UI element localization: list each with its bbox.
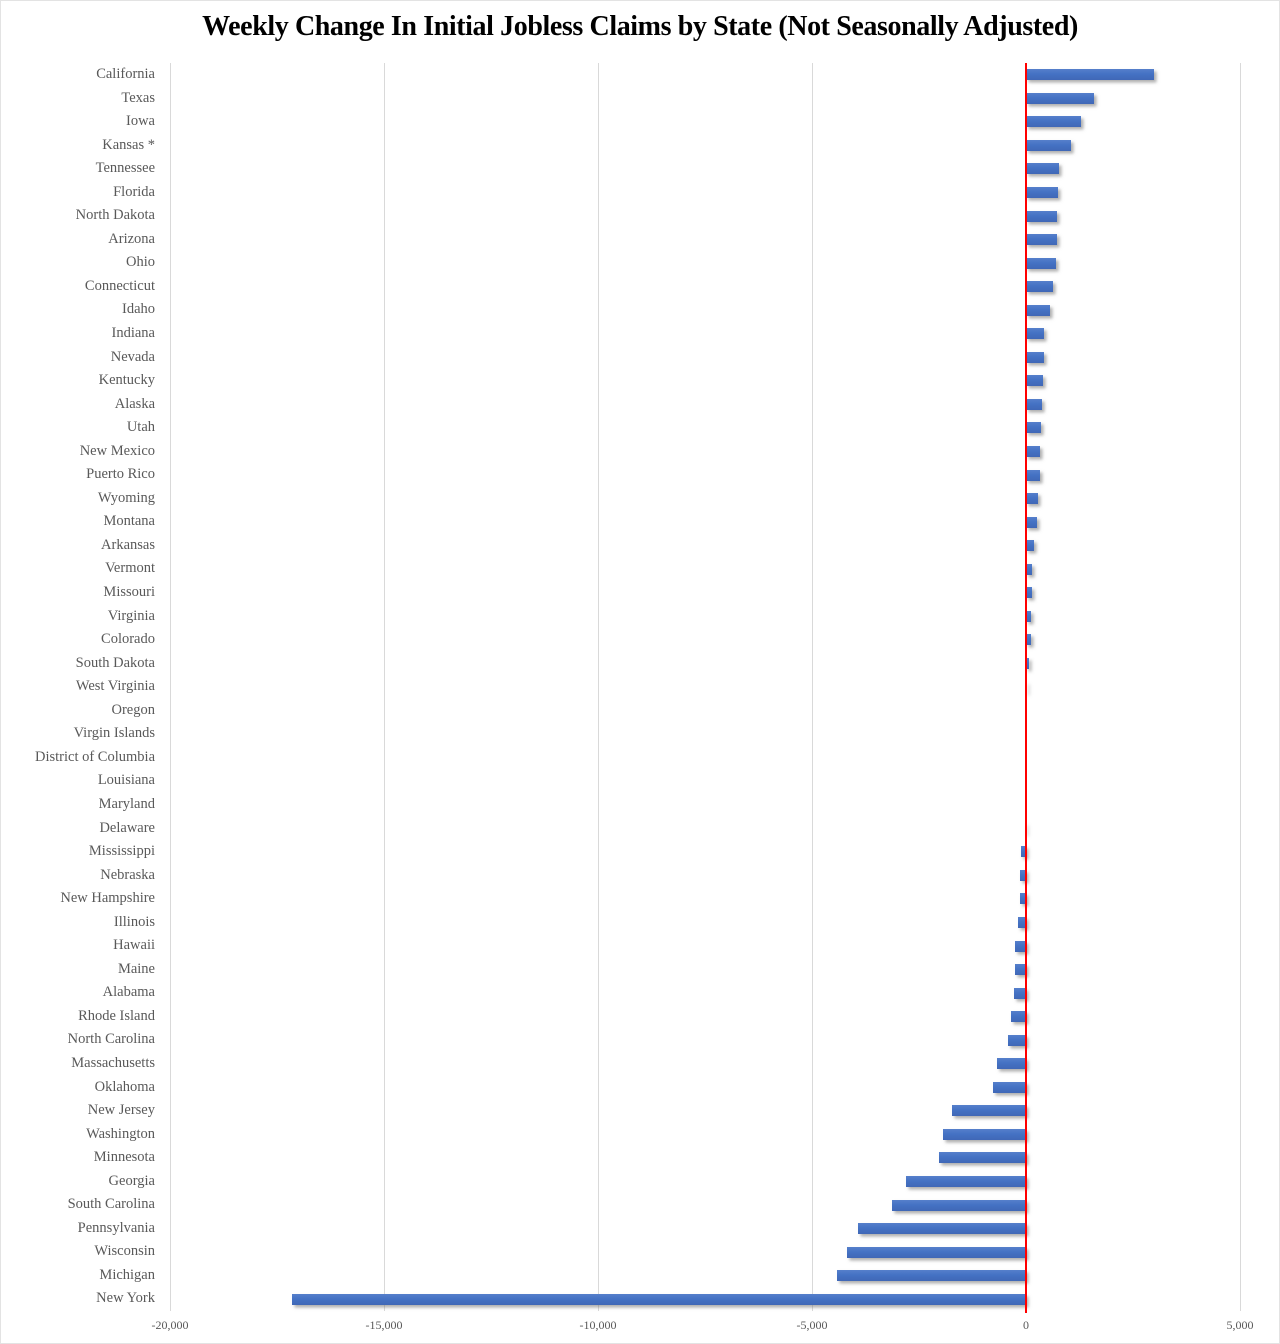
y-axis-label: Oklahoma	[94, 1078, 155, 1095]
bar	[1026, 93, 1094, 104]
bar	[1026, 399, 1042, 410]
y-axis-label: Montana	[103, 513, 155, 530]
y-axis-label: Maryland	[98, 795, 155, 812]
y-axis-label: Nebraska	[100, 866, 155, 883]
bar	[1026, 446, 1040, 457]
y-axis-label: Tennessee	[95, 160, 155, 177]
y-axis-label: Delaware	[99, 819, 155, 836]
bar	[943, 1129, 1026, 1140]
x-gridline	[1240, 63, 1241, 1311]
bar	[1026, 540, 1034, 551]
chart-title: Weekly Change In Initial Jobless Claims by State (Not Seasonally Adjusted)	[202, 11, 1078, 42]
x-axis-tick-label: -15,000	[365, 1318, 403, 1332]
y-axis-label: Texas	[121, 89, 155, 106]
x-gridline	[384, 63, 385, 1311]
bar	[847, 1247, 1026, 1258]
bar	[997, 1058, 1026, 1069]
x-gridline	[170, 63, 171, 1311]
y-axis-label: Wisconsin	[94, 1243, 155, 1260]
y-axis-label: Nevada	[110, 348, 155, 365]
y-axis-label: New Hampshire	[60, 890, 155, 907]
bar	[1026, 305, 1050, 316]
x-gridline	[812, 63, 813, 1311]
bar	[1026, 470, 1040, 481]
y-axis-label: District of Columbia	[34, 748, 155, 765]
y-axis-label: Massachusetts	[71, 1054, 155, 1071]
y-axis-label: Indiana	[111, 325, 155, 342]
bar	[1026, 281, 1053, 292]
bar	[858, 1223, 1026, 1234]
bar	[1026, 234, 1057, 245]
bar	[1011, 1011, 1026, 1022]
bar	[1026, 211, 1057, 222]
y-axis-label: New York	[96, 1290, 155, 1307]
bar	[1026, 163, 1059, 174]
y-axis-label: Alabama	[102, 984, 155, 1001]
bar	[1008, 1035, 1026, 1046]
bar	[1026, 116, 1081, 127]
y-axis-label: Washington	[86, 1125, 155, 1142]
x-axis-tick-label: 0	[1023, 1318, 1029, 1332]
y-axis-label: Puerto Rico	[86, 466, 155, 483]
x-axis-tick-label: 5,000	[1226, 1318, 1254, 1332]
bar	[993, 1082, 1026, 1093]
y-axis-label: New Mexico	[79, 442, 155, 459]
y-axis-label: South Carolina	[67, 1196, 155, 1213]
y-axis-label: North Dakota	[75, 207, 155, 224]
bar	[292, 1294, 1026, 1305]
bar	[1026, 517, 1037, 528]
bar	[1026, 187, 1058, 198]
bar	[892, 1200, 1026, 1211]
x-axis-tick-label: -10,000	[579, 1318, 617, 1332]
y-axis-label: Minnesota	[93, 1149, 155, 1166]
y-axis-label: Kansas *	[102, 136, 155, 153]
y-axis-label: Iowa	[126, 113, 155, 130]
bar	[939, 1152, 1026, 1163]
bar	[906, 1176, 1026, 1187]
y-axis-label: Rhode Island	[78, 1007, 155, 1024]
y-axis-label: Wyoming	[97, 489, 155, 506]
y-axis-label: Vermont	[105, 560, 155, 577]
y-axis-label: North Carolina	[67, 1031, 155, 1048]
y-axis-label: Arizona	[108, 230, 155, 247]
y-axis-label: West Virginia	[75, 678, 155, 695]
bar	[1026, 375, 1043, 386]
y-axis-label: Alaska	[114, 395, 155, 412]
bar	[1026, 258, 1056, 269]
y-axis-label: Pennsylvania	[77, 1219, 155, 1236]
y-axis-label: Connecticut	[84, 277, 155, 294]
y-axis-label: California	[96, 66, 155, 82]
bar	[1026, 352, 1044, 363]
y-axis-label: Kentucky	[98, 372, 155, 389]
y-axis-label: South Dakota	[75, 654, 155, 671]
y-axis-label: Florida	[113, 183, 155, 200]
x-gridline	[598, 63, 599, 1311]
x-axis-tick-label: -20,000	[151, 1318, 189, 1332]
y-axis-label: Arkansas	[101, 536, 155, 553]
bar	[1026, 493, 1038, 504]
bar	[1026, 69, 1154, 80]
y-axis-label: Virginia	[107, 607, 155, 624]
bar	[1026, 328, 1044, 339]
plot-area	[1, 1, 1279, 1343]
bar	[837, 1270, 1026, 1281]
y-axis-label: Hawaii	[113, 937, 155, 954]
y-axis-label: Utah	[126, 419, 155, 436]
y-axis-label: New Jersey	[87, 1102, 155, 1119]
y-axis-label: Virgin Islands	[73, 725, 155, 742]
x-axis-tick-label: -5,000	[796, 1318, 828, 1332]
zero-baseline	[1025, 63, 1027, 1313]
y-axis-label: Michigan	[99, 1266, 155, 1283]
y-axis-label: Maine	[117, 960, 155, 977]
bar	[952, 1105, 1026, 1116]
bar	[1026, 422, 1041, 433]
y-axis-label: Oregon	[111, 701, 155, 718]
y-axis-label: Idaho	[121, 301, 155, 318]
y-axis-label: Ohio	[126, 254, 155, 271]
bar	[1026, 140, 1071, 151]
y-axis-label: Illinois	[113, 913, 155, 930]
y-axis-label: Colorado	[101, 631, 155, 648]
y-axis-label: Georgia	[108, 1172, 155, 1189]
y-axis-label: Louisiana	[97, 772, 155, 789]
y-axis-label: Mississippi	[88, 843, 155, 860]
y-axis-label: Missouri	[103, 584, 155, 601]
